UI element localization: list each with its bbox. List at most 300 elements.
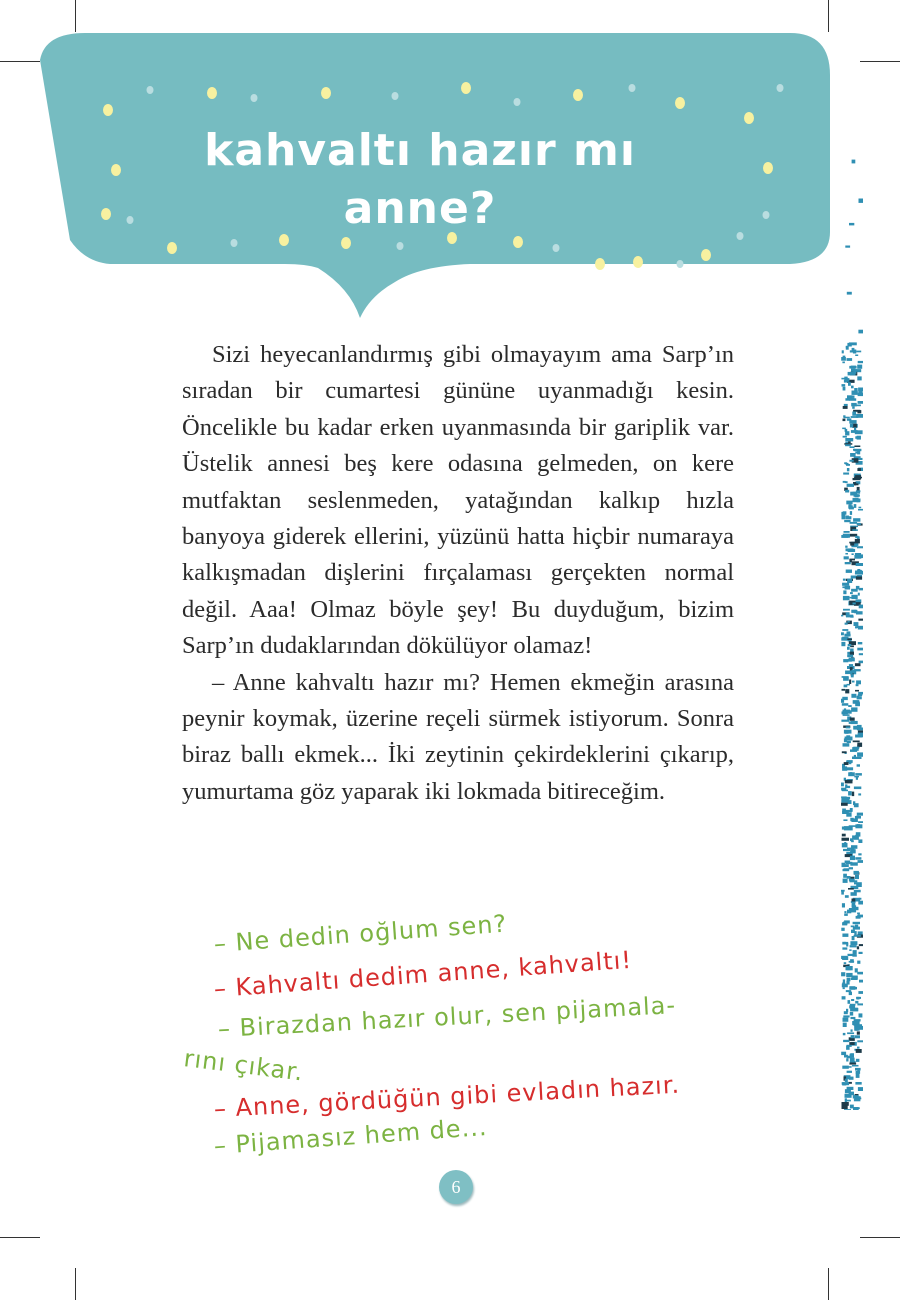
stripe-speck bbox=[841, 796, 847, 798]
stripe-speck bbox=[843, 419, 846, 422]
stripe-speck bbox=[857, 376, 861, 380]
stripe-speck bbox=[857, 546, 863, 548]
stripe-speck bbox=[842, 903, 845, 907]
stripe-speck bbox=[857, 1047, 860, 1049]
decorative-dot bbox=[763, 162, 773, 174]
stripe-speck bbox=[841, 803, 848, 806]
stripe-speck bbox=[855, 355, 858, 357]
stripe-speck bbox=[857, 571, 863, 575]
stripe-speck bbox=[841, 615, 843, 617]
stripe-speck bbox=[854, 504, 857, 508]
stripe-speck bbox=[849, 223, 854, 226]
stripe-speck bbox=[841, 632, 844, 635]
stripe-speck bbox=[841, 972, 845, 976]
stripe-speck bbox=[858, 839, 862, 843]
stripe-speck bbox=[859, 661, 863, 664]
stripe-speck bbox=[842, 428, 846, 430]
stripe-speck bbox=[858, 642, 863, 644]
stripe-speck bbox=[851, 707, 857, 711]
stripe-speck bbox=[843, 579, 846, 581]
stripe-speck bbox=[845, 516, 849, 519]
stripe-speck bbox=[850, 424, 853, 428]
stripe-speck bbox=[858, 853, 861, 855]
stripe-speck bbox=[857, 523, 861, 525]
stripe-speck bbox=[845, 671, 853, 675]
stripe-speck bbox=[851, 1035, 855, 1038]
stripe-speck bbox=[858, 821, 863, 823]
stripe-speck bbox=[841, 928, 844, 931]
stripe-speck bbox=[843, 1040, 849, 1042]
stripe-speck bbox=[842, 838, 850, 841]
stripe-speck bbox=[847, 292, 852, 295]
stripe-speck bbox=[842, 384, 846, 387]
stripe-speck bbox=[852, 396, 855, 398]
stripe-speck bbox=[847, 647, 850, 650]
stripe-speck bbox=[858, 388, 863, 392]
stripe-speck bbox=[846, 726, 850, 728]
stripe-speck bbox=[856, 1071, 861, 1074]
stripe-speck bbox=[848, 791, 852, 795]
stripe-speck bbox=[856, 757, 862, 759]
decorative-dot bbox=[633, 256, 643, 268]
stripe-speck bbox=[850, 1004, 856, 1006]
page-number: 6 bbox=[451, 1177, 461, 1197]
stripe-speck bbox=[858, 991, 863, 994]
stripe-speck bbox=[843, 590, 846, 594]
stripe-speck bbox=[842, 834, 846, 837]
stripe-speck bbox=[859, 952, 863, 954]
stripe-speck bbox=[853, 603, 856, 605]
stripe-speck bbox=[847, 468, 850, 471]
stripe-speck bbox=[852, 553, 854, 555]
stripe-speck bbox=[842, 751, 847, 753]
stripe-speck bbox=[848, 382, 851, 386]
stripe-speck bbox=[850, 542, 854, 546]
stripe-speck bbox=[849, 1042, 854, 1045]
stripe-speck bbox=[849, 460, 853, 462]
stripe-speck bbox=[858, 554, 863, 558]
stripe-speck bbox=[854, 776, 859, 778]
stripe-speck bbox=[855, 1001, 858, 1004]
stripe-speck bbox=[851, 999, 854, 1001]
stripe-speck bbox=[849, 961, 854, 963]
stripe-speck bbox=[841, 357, 846, 361]
stripe-speck bbox=[856, 564, 863, 566]
decorative-dot bbox=[744, 112, 754, 124]
stripe-speck bbox=[855, 626, 857, 628]
stripe-speck bbox=[853, 518, 860, 522]
stripe-speck bbox=[847, 579, 852, 583]
stripe-speck bbox=[846, 813, 851, 817]
stripe-speck bbox=[846, 973, 852, 977]
stripe-speck bbox=[845, 730, 849, 734]
stripe-speck bbox=[849, 1092, 854, 1096]
stripe-speck bbox=[845, 546, 847, 548]
paragraph: Sizi heyecanlandırmış gibi olmayayım ama Sarp’ın sıradan bir cumartesi gününe uyanmadığı kesin. Öncelikle bu kadar erken uyanmasında bir gariplik var. Üstelik annesi beş kere odasına gelmeden, on kere mutfaktan seslenmeden, yatağından kalkıp hızla banyoya giderek ellerini, yüzünü hatta hiçbir numaraya kalkışmadan dişlerini fırçalaması gerçekten normal değil. Aaa! Olmaz böyle şey! Bu duyduğum, bizim Sarp’ın dudaklarından dökülüyor olamaz! bbox=[182, 341, 734, 660]
stripe-speck bbox=[848, 705, 852, 707]
stripe-speck bbox=[856, 576, 862, 579]
decorative-dot bbox=[321, 87, 331, 99]
stripe-speck bbox=[844, 913, 848, 916]
decorative-dot bbox=[777, 84, 784, 92]
stripe-speck bbox=[842, 711, 845, 714]
stripe-speck bbox=[855, 690, 859, 692]
stripe-speck bbox=[855, 875, 859, 879]
stripe-speck bbox=[850, 1012, 853, 1016]
stripe-speck bbox=[842, 703, 849, 706]
dialogue-line: rını çıkar. bbox=[182, 1044, 306, 1087]
stripe-speck bbox=[853, 671, 856, 673]
stripe-speck bbox=[843, 387, 846, 391]
stripe-speck bbox=[858, 1087, 863, 1091]
stripe-speck bbox=[851, 589, 858, 592]
stripe-speck bbox=[841, 699, 844, 703]
stripe-speck bbox=[843, 979, 845, 983]
decorative-dot bbox=[341, 237, 351, 249]
stripe-speck bbox=[845, 1100, 851, 1102]
stripe-speck bbox=[844, 531, 850, 533]
stripe-speck bbox=[846, 570, 852, 573]
decorative-side-stripe bbox=[833, 130, 863, 1110]
stripe-speck bbox=[852, 406, 855, 408]
stripe-speck bbox=[847, 639, 852, 641]
stripe-speck bbox=[853, 499, 860, 502]
stripe-speck bbox=[845, 398, 849, 401]
stripe-speck bbox=[857, 813, 863, 816]
stripe-speck bbox=[853, 371, 856, 374]
stripe-speck bbox=[849, 398, 856, 401]
stripe-speck bbox=[850, 856, 855, 861]
stripe-speck bbox=[850, 652, 854, 655]
decorative-dot bbox=[101, 208, 111, 220]
stripe-speck bbox=[845, 553, 848, 555]
stripe-speck bbox=[858, 393, 863, 397]
crop-mark bbox=[860, 1237, 900, 1238]
stripe-speck bbox=[844, 762, 849, 765]
stripe-speck bbox=[842, 956, 848, 960]
stripe-speck bbox=[845, 246, 850, 248]
stripe-speck bbox=[857, 728, 863, 731]
stripe-speck bbox=[854, 987, 858, 990]
stripe-speck bbox=[854, 669, 861, 671]
decorative-dot bbox=[737, 232, 744, 240]
dialogue-line: – Birazdan hazır olur, sen pijamala- bbox=[217, 991, 677, 1043]
stripe-speck bbox=[853, 747, 859, 749]
stripe-speck bbox=[856, 884, 862, 887]
decorative-dot bbox=[392, 92, 399, 100]
stripe-speck bbox=[855, 430, 863, 434]
stripe-speck bbox=[844, 556, 849, 559]
stripe-speck bbox=[842, 362, 845, 364]
stripe-speck bbox=[843, 659, 848, 662]
stripe-speck bbox=[846, 786, 850, 788]
stripe-speck bbox=[856, 1049, 862, 1053]
stripe-speck bbox=[843, 415, 845, 417]
stripe-speck bbox=[843, 743, 850, 746]
stripe-speck bbox=[859, 199, 864, 203]
page-number-badge bbox=[439, 1170, 473, 1204]
stripe-speck bbox=[855, 663, 861, 666]
stripe-speck bbox=[841, 783, 844, 787]
stripe-speck bbox=[847, 910, 851, 914]
stripe-speck bbox=[842, 863, 846, 867]
stripe-speck bbox=[849, 559, 855, 561]
stripe-speck bbox=[847, 741, 851, 743]
stripe-speck bbox=[850, 826, 852, 830]
stripe-speck bbox=[845, 710, 852, 713]
stripe-speck bbox=[843, 987, 845, 989]
stripe-speck bbox=[853, 726, 857, 730]
decorative-dot bbox=[573, 89, 583, 101]
stripe-speck bbox=[842, 515, 846, 519]
stripe-speck bbox=[845, 444, 851, 446]
decorative-dot bbox=[763, 211, 770, 219]
stripe-speck bbox=[850, 350, 854, 352]
stripe-speck bbox=[843, 511, 847, 514]
decorative-dot bbox=[461, 82, 471, 94]
stripe-speck bbox=[859, 653, 863, 655]
stripe-speck bbox=[842, 350, 844, 353]
stripe-speck bbox=[857, 752, 863, 756]
stripe-speck bbox=[850, 616, 853, 618]
stripe-speck bbox=[855, 483, 859, 485]
stripe-speck bbox=[854, 787, 861, 790]
stripe-speck bbox=[857, 365, 862, 369]
stripe-speck bbox=[844, 738, 847, 742]
stripe-speck bbox=[851, 1017, 856, 1019]
stripe-speck bbox=[850, 838, 853, 841]
stripe-speck bbox=[857, 961, 860, 964]
stripe-speck bbox=[849, 949, 851, 951]
stripe-speck bbox=[852, 391, 858, 395]
stripe-speck bbox=[849, 867, 853, 869]
body-text bbox=[182, 337, 734, 810]
stripe-speck bbox=[844, 380, 848, 383]
stripe-speck bbox=[844, 520, 850, 522]
stripe-speck bbox=[846, 767, 853, 770]
stripe-speck bbox=[854, 931, 856, 935]
stripe-speck bbox=[842, 996, 846, 999]
stripe-speck bbox=[856, 777, 858, 780]
stripe-speck bbox=[857, 1068, 860, 1071]
stripe-speck bbox=[851, 674, 854, 677]
stripe-speck bbox=[858, 793, 861, 795]
decorative-dot bbox=[595, 258, 605, 270]
stripe-speck bbox=[857, 972, 863, 975]
stripe-speck bbox=[856, 626, 863, 628]
stripe-speck bbox=[850, 511, 852, 515]
stripe-speck bbox=[858, 361, 863, 363]
chapter-title-line1: kahvaltı hazır mı bbox=[204, 125, 636, 176]
decorative-dot bbox=[111, 164, 121, 176]
stripe-speck bbox=[851, 403, 857, 407]
stripe-speck bbox=[857, 764, 860, 766]
stripe-speck bbox=[844, 462, 847, 464]
stripe-speck bbox=[842, 1102, 849, 1106]
stripe-speck bbox=[843, 436, 847, 438]
crop-mark bbox=[0, 1237, 40, 1238]
stripe-speck bbox=[849, 992, 852, 995]
stripe-speck bbox=[855, 539, 860, 544]
stripe-speck bbox=[846, 548, 854, 551]
decorative-dot bbox=[675, 97, 685, 109]
stripe-speck bbox=[854, 935, 861, 937]
stripe-speck bbox=[859, 588, 863, 591]
stripe-speck bbox=[854, 622, 859, 626]
stripe-speck bbox=[857, 824, 860, 827]
crop-mark bbox=[75, 1268, 76, 1300]
stripe-speck bbox=[849, 1077, 854, 1080]
stripe-speck bbox=[850, 945, 857, 947]
stripe-speck bbox=[847, 378, 849, 382]
decorative-dot bbox=[127, 216, 134, 224]
stripe-speck bbox=[857, 575, 862, 577]
stripe-speck bbox=[853, 449, 855, 451]
stripe-speck bbox=[857, 648, 863, 651]
stripe-speck bbox=[852, 1008, 858, 1011]
dialogue-line: – Anne, gördüğün gibi evladın hazır. bbox=[213, 1070, 681, 1123]
stripe-speck bbox=[857, 468, 861, 471]
stripe-speck bbox=[845, 689, 849, 693]
stripe-speck bbox=[858, 401, 863, 404]
stripe-speck bbox=[854, 871, 859, 875]
stripe-speck bbox=[844, 962, 847, 964]
stripe-speck bbox=[846, 1058, 848, 1061]
stripe-speck bbox=[843, 874, 847, 878]
stripe-speck bbox=[854, 1027, 859, 1031]
stripe-speck bbox=[845, 895, 849, 898]
stripe-speck bbox=[851, 386, 854, 389]
stripe-speck bbox=[853, 1107, 859, 1110]
stripe-speck bbox=[847, 1032, 854, 1034]
decorative-dot bbox=[397, 242, 404, 250]
stripe-speck bbox=[859, 605, 863, 609]
dialogue-line: – Kahvaltı dedim anne, kahvaltı! bbox=[213, 945, 633, 1003]
stripe-speck bbox=[843, 406, 848, 409]
stripe-speck bbox=[843, 819, 847, 821]
stripe-speck bbox=[857, 946, 859, 949]
stripe-speck bbox=[849, 507, 854, 510]
stripe-speck bbox=[852, 681, 855, 683]
stripe-speck bbox=[841, 890, 844, 894]
stripe-speck bbox=[855, 494, 859, 497]
stripe-speck bbox=[857, 743, 862, 747]
stripe-speck bbox=[841, 1052, 846, 1055]
stripe-speck bbox=[841, 720, 849, 722]
dialogue-line: – Pijamasız hem de... bbox=[213, 1112, 489, 1160]
stripe-speck bbox=[851, 818, 858, 822]
stripe-speck bbox=[857, 696, 862, 699]
stripe-speck bbox=[855, 907, 859, 910]
stripe-speck bbox=[853, 741, 860, 743]
decorative-dot bbox=[167, 242, 177, 254]
stripe-speck bbox=[847, 621, 850, 623]
stripe-speck bbox=[852, 792, 854, 797]
stripe-speck bbox=[858, 931, 863, 935]
stripe-speck bbox=[857, 1003, 863, 1005]
stripe-speck bbox=[852, 160, 856, 164]
stripe-speck bbox=[843, 677, 849, 681]
stripe-speck bbox=[852, 412, 856, 416]
stripe-speck bbox=[855, 857, 861, 860]
stripe-speck bbox=[847, 358, 853, 361]
stripe-speck bbox=[849, 722, 851, 724]
stripe-speck bbox=[843, 879, 848, 883]
stripe-speck bbox=[842, 586, 845, 588]
stripe-speck bbox=[843, 1023, 847, 1027]
stripe-speck bbox=[850, 749, 857, 752]
stripe-speck bbox=[852, 976, 858, 980]
stripe-speck bbox=[849, 664, 853, 667]
stripe-speck bbox=[844, 842, 846, 846]
stripe-speck bbox=[845, 623, 848, 625]
stripe-speck bbox=[855, 436, 861, 439]
stripe-speck bbox=[844, 404, 848, 406]
stripe-speck bbox=[845, 1079, 848, 1082]
stripe-speck bbox=[852, 757, 856, 760]
crop-mark bbox=[828, 1268, 829, 1300]
stripe-speck bbox=[858, 619, 863, 621]
stripe-speck bbox=[855, 773, 862, 776]
stripe-speck bbox=[855, 451, 859, 453]
stripe-speck bbox=[844, 911, 846, 913]
stripe-speck bbox=[856, 1074, 860, 1078]
stripe-speck bbox=[858, 901, 863, 905]
stripe-speck bbox=[843, 473, 849, 475]
stripe-speck bbox=[855, 702, 860, 706]
stripe-speck bbox=[852, 835, 859, 839]
stripe-speck bbox=[848, 659, 852, 662]
stripe-speck bbox=[859, 898, 862, 900]
stripe-speck bbox=[857, 913, 860, 915]
stripe-speck bbox=[847, 969, 851, 971]
stripe-speck bbox=[848, 441, 851, 443]
stripe-speck bbox=[851, 416, 859, 418]
stripe-speck bbox=[845, 431, 849, 435]
stripe-speck bbox=[845, 562, 851, 564]
stripe-speck bbox=[851, 1029, 853, 1031]
chapter-title bbox=[150, 122, 690, 238]
stripe-speck bbox=[854, 891, 857, 894]
stripe-speck bbox=[843, 609, 850, 611]
stripe-speck bbox=[858, 330, 863, 334]
stripe-speck bbox=[852, 899, 856, 902]
stripe-speck bbox=[841, 535, 848, 538]
stripe-speck bbox=[857, 410, 861, 413]
stripe-speck bbox=[844, 826, 851, 830]
stripe-speck bbox=[856, 1059, 860, 1062]
stripe-speck bbox=[847, 978, 851, 982]
stripe-speck bbox=[854, 427, 856, 430]
decorative-dot bbox=[231, 239, 238, 247]
stripe-speck bbox=[859, 980, 863, 983]
chapter-title-line2: anne? bbox=[343, 183, 497, 234]
stripe-speck bbox=[849, 366, 856, 369]
stripe-speck bbox=[852, 1065, 859, 1067]
stripe-speck bbox=[855, 1082, 861, 1085]
stripe-speck bbox=[843, 596, 850, 600]
decorative-dot bbox=[147, 86, 154, 94]
stripe-speck bbox=[850, 718, 855, 721]
stripe-speck bbox=[851, 721, 858, 724]
stripe-speck bbox=[849, 420, 856, 424]
stripe-speck bbox=[843, 481, 846, 483]
stripe-speck bbox=[844, 1011, 848, 1014]
stripe-speck bbox=[847, 1045, 852, 1047]
stripe-speck bbox=[859, 507, 862, 509]
stripe-speck bbox=[855, 735, 863, 738]
decorative-dot bbox=[514, 98, 521, 106]
